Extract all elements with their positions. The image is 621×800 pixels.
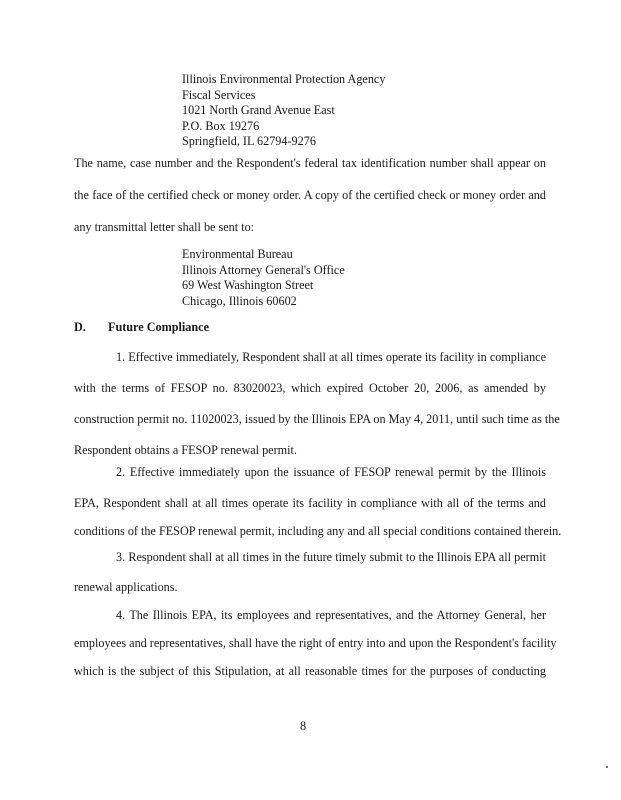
paragraph-line: any transmittal letter shall be sent to: — [74, 220, 255, 234]
address-line: P.O. Box 19276 — [182, 118, 260, 133]
address-line: 1021 North Grand Avenue East — [182, 103, 335, 117]
scan-speck — [606, 766, 608, 768]
paragraph-line: EPA, Respondent shall at all times operate its facility in compliance with all of the terms and — [74, 496, 546, 510]
address-line: Illinois Attorney General's Office — [182, 262, 345, 277]
ag-address-block — [182, 247, 345, 309]
address-line: Fiscal Services — [182, 87, 256, 102]
paragraph-line: renewal applications. — [74, 580, 178, 594]
paragraph-line: with the terms of FESOP no. 83020023, which expired October 20, 2006, as amended by — [74, 381, 546, 395]
paragraph-line: 1. Effective immediately, Respondent shall at all times operate its facility in compliance — [116, 350, 546, 364]
address-line: 69 West Washington Street — [182, 278, 314, 292]
section-letter: D. — [74, 320, 86, 334]
address-line: Environmental Bureau — [182, 247, 293, 261]
paragraph-line: 2. Effective immediately upon the issuance of FESOP renewal permit by the Illinois — [116, 465, 546, 479]
section-heading — [74, 320, 209, 335]
paragraph-line: which is the subject of this Stipulation, at all reasonable times for the purposes of conducting — [74, 664, 546, 678]
paragraph-line: The name, case number and the Respondent's federal tax identification number shall appear on — [74, 156, 546, 170]
paragraph-line: conditions of the FESOP renewal permit, including any and all special conditions contained therein. — [74, 524, 562, 538]
address-line: Illinois Environmental Protection Agency — [182, 72, 386, 86]
section-title: Future Compliance — [108, 320, 209, 334]
paragraph-line: the face of the certified check or money order. A copy of the certified check or money order and — [74, 188, 546, 202]
address-line: Chicago, Illinois 60602 — [182, 293, 297, 308]
page-number: 8 — [300, 719, 307, 733]
address-line: Springfield, IL 62794-9276 — [182, 134, 316, 148]
paragraph-line: Respondent obtains a FESOP renewal permit. — [74, 443, 297, 457]
paragraph-line: employees and representatives, shall have the right of entry into and upon the Respondent's facility — [74, 636, 557, 650]
epa-address-block — [182, 72, 385, 150]
paragraph-line: construction permit no. 11020023, issued by the Illinois EPA on May 4, 2011, until such time as the — [74, 412, 560, 426]
paragraph-line: 4. The Illinois EPA, its employees and representatives, and the Attorney General, her — [116, 608, 546, 622]
paragraph-line: 3. Respondent shall at all times in the future timely submit to the Illinois EPA all permit — [116, 550, 546, 564]
